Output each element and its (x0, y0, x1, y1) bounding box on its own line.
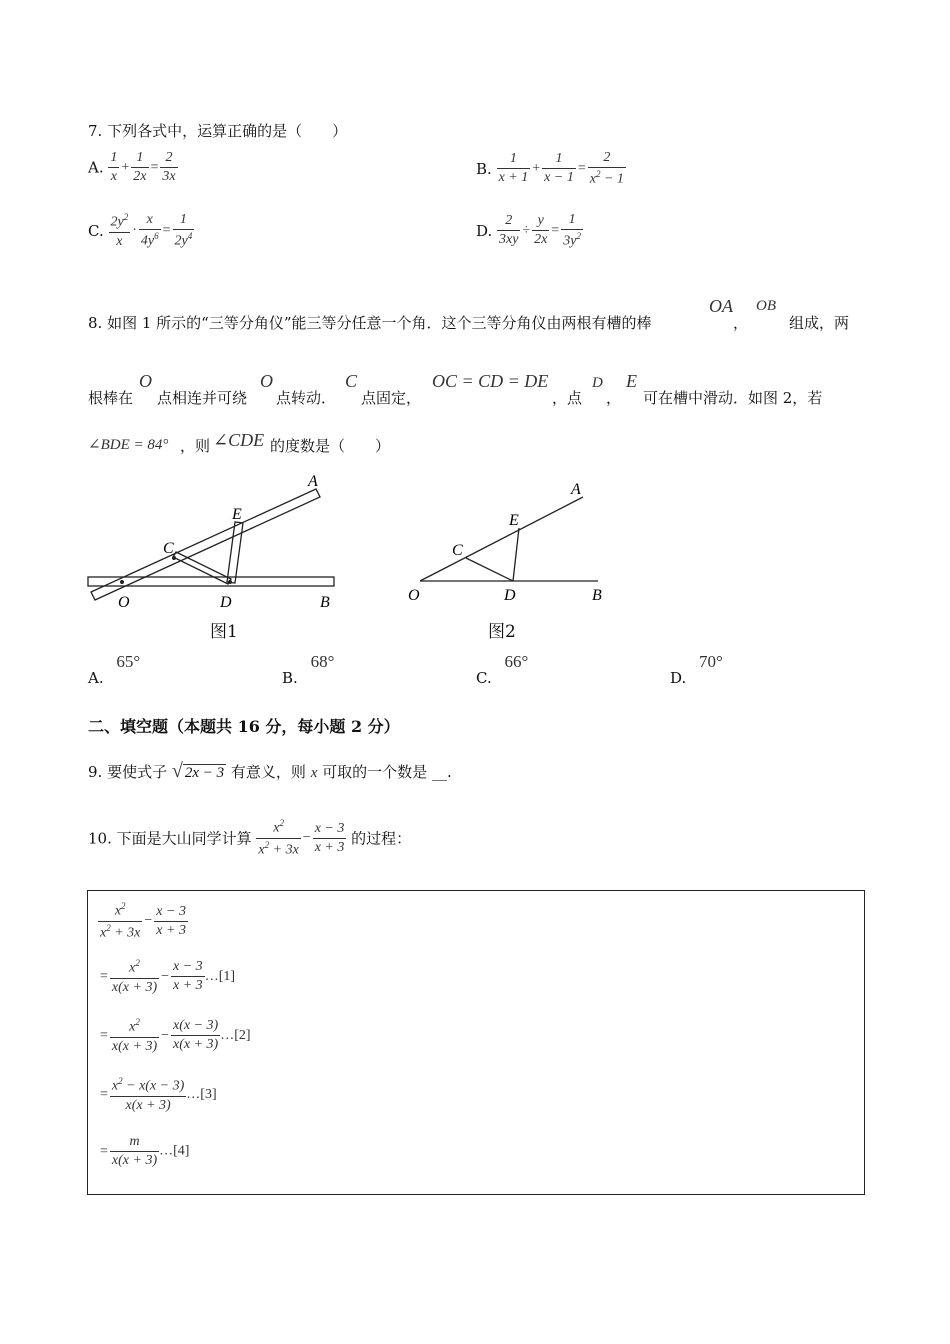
calc-step-4: = $\frac{m}{x(x + 3)}$ …[4] (100, 1134, 190, 1168)
option-label: A. (88, 669, 104, 687)
q7-option-a[interactable]: A. $\frac{1}{x}$ + $\frac{1}{2x}$ = $\frac{2}{3x}$ (88, 150, 176, 184)
q8-option-d[interactable] (670, 652, 723, 687)
fig2-label-o: O (408, 587, 420, 604)
q8-text: 点相连并可绕 (157, 389, 248, 407)
option-label: D. (670, 669, 687, 687)
fraction: $\frac{1}{2x}$ (133, 150, 147, 184)
fig1-label-b: B (320, 594, 330, 611)
option-label: A. (88, 158, 104, 177)
option-label: D. (476, 221, 493, 240)
q8-point-c: C (345, 371, 358, 391)
q9-var: x (310, 765, 318, 781)
q8-given-angle: ∠BDE = 84° (88, 437, 169, 453)
q8-text: 根棒在 (88, 389, 134, 407)
q8-oa: OA (709, 296, 733, 316)
fraction: $\frac{1}{x}$ (110, 150, 118, 184)
fig1-label-e: E (232, 506, 242, 523)
q8-comma: ， (733, 314, 749, 332)
q8-option-a[interactable] (88, 652, 141, 687)
fig1-caption: 图1 (210, 622, 238, 642)
fig1-label-d: D (220, 594, 232, 611)
q8-text: 可在槽中滑动．如图 2，若 (643, 389, 823, 407)
q9-text: 可取的一个数是 __. (322, 763, 452, 781)
fig2-label-a: A (571, 481, 581, 498)
q8-text: ，则 (180, 437, 211, 455)
q9-text: 有意义，则 (230, 763, 306, 781)
calc-step-0: $\frac{x^2}{x^2 + 3x}$ − $\frac{x - 3}{x + 3}$ (100, 901, 186, 941)
figure-2 (400, 475, 620, 610)
figure-1 (80, 465, 350, 615)
fig2-label-c: C (452, 542, 463, 559)
q8-point-o: O (139, 371, 152, 391)
q8-option-b[interactable] (282, 652, 335, 687)
q7-option-b[interactable]: B. $\frac{1}{x + 1}$ + $\frac{1}{x - 1}$ = $\frac{2}{x^2 - 1}$ (476, 150, 624, 187)
q8-ask-angle: ∠CDE (213, 430, 265, 450)
fig2-caption: 图2 (488, 622, 516, 642)
q8-text: 的度数是（ ） (270, 437, 391, 455)
q8-ob: OB (756, 298, 776, 314)
option-label: C. (88, 221, 104, 240)
option-value: 70° (699, 652, 723, 671)
q8-equation: OC = CD = DE (432, 371, 549, 391)
q8-text: ，点 (552, 389, 583, 407)
q8-line1: 8. 如图 1 所示的“三等分角仪”能三等分任意一个角．这个三等分角仪由两根有槽的棒 (88, 314, 652, 332)
fig1-label-a: A (308, 473, 318, 490)
fig1-label-c: C (163, 540, 174, 557)
option-label: B. (282, 669, 298, 687)
q8-text: ， (606, 389, 622, 407)
q8-point-o: O (260, 371, 273, 391)
fig2-label-b: B (592, 587, 602, 604)
calculation-box (87, 890, 865, 1195)
q7-option-d[interactable]: D. $\frac{2}{3xy}$ ÷ $\frac{y}{2x}$ = $\frac{1}{3y^2}$ (476, 212, 582, 249)
sqrt-sign: √ (171, 760, 183, 782)
q8-text: 点转动． (276, 389, 337, 407)
fig2-label-e: E (509, 512, 519, 529)
q9-radicand: 2x − 3 (184, 765, 225, 781)
q9-text: 9. 要使式子 (88, 763, 168, 781)
q10-text: 的过程： (351, 829, 412, 848)
fig2-label-d: D (504, 587, 516, 604)
q7-option-c[interactable]: C. $\frac{2y^2}{x}$ · $\frac{x}{4y^6}$ = $\frac{1}{2y^4}$ (88, 212, 193, 249)
option-label: C. (476, 669, 492, 687)
fraction: $\frac{2}{3x}$ (162, 150, 176, 184)
q9 (88, 760, 452, 783)
option-value: 65° (116, 652, 141, 671)
option-label: B. (476, 159, 492, 178)
q8-point-e: E (626, 371, 637, 391)
option-value: 66° (504, 652, 529, 671)
q8-point-d: D (592, 375, 603, 391)
section-title: 二、填空题（本题共 16 分，每小题 2 分） (88, 717, 400, 736)
q10: 10. 下面是大山同学计算 $\frac{x^2}{x^2 + 3x}$ − $\frac{x - 3}{x + 3}$ 的过程： (88, 818, 412, 858)
calc-step-1: = $\frac{x^2}{x(x + 3)}$ − $\frac{x - 3}{x + 3}$ …[1] (100, 958, 236, 995)
q8-text: 点固定， (361, 389, 422, 407)
q8-option-c[interactable] (476, 652, 529, 687)
calc-step-3: = $\frac{x^2 - x(x - 3)}{x(x + 3)}$ …[3] (100, 1076, 217, 1113)
q7-stem: 7. 下列各式中，运算正确的是（ ） (88, 122, 348, 140)
option-value: 68° (310, 652, 335, 671)
fig1-label-o: O (118, 594, 130, 611)
calc-step-2: = $\frac{x^2}{x(x + 3)}$ − $\frac{x(x - 3)}{x(x + 3)}$ …[2] (100, 1017, 251, 1054)
q10-text: 10. 下面是大山同学计算 (88, 829, 252, 848)
q8-line1-post: 组成，两 (789, 314, 850, 332)
